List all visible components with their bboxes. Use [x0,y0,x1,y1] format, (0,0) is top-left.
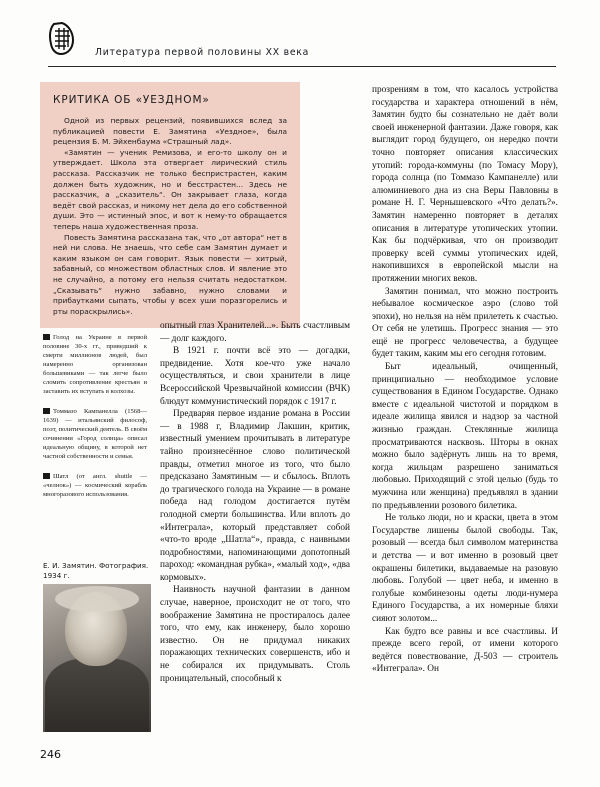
margin-note-2-text: Томмазо Кампанелла (1568—1639) — итальянский философ, поэт, политический деятель. В своём сочинении «Город солнца» описал идеальную общину, в которой нет частной собственности и семьи. [43,408,147,460]
mid-paragraph-4: Наивность научной фантазии в данном случае, наверное, происходит не от того, что воображение Замятина не простиралось далее того, что ему, как инженеру, было хорошо известно. Он не придумал никаких поражающих технических совершенств, ибо и не собирался их придумывать. Столь проницательный, способный к [160,585,350,684]
margin-notes [43,333,147,510]
margin-note-3-text: Шатл (от англ. shuttle — «челнок») — космический корабль многоразового использования. [43,473,147,498]
note-marker-icon [43,473,50,479]
page-number: 246 [40,748,61,761]
margin-note-2 [43,407,147,461]
book-emblem-icon [48,22,76,56]
margin-note-1-text: Голод на Украине в первой половине 30-х гг., приведший к смерти миллионов людей, был намеренно организован большевиками — так легче было сломить сопротивление крестьян и заставить их вступать в колхозы. [43,334,147,395]
note-marker-icon [43,334,50,340]
photo-caption: Е. И. Замятин. Фотография. 1934 г. [43,561,149,580]
mid-paragraph-2: В 1921 г. почти всё это — догадки, предвидение. Хотя кое-что уже начало осуществляться, и свои хранители в лице Всероссийской Чрезвычайной комиссии (ВЧК) блюдут коммунистический порядок с 1917 г. [160,346,350,407]
critique-paragraph-3: Повесть Замятина рассказана так, что „от автора“ нет в ней ни слова. Не знаешь, что себе сам Замятин думает и каким языком он сам говорит. Язык повести — хитрый, забавный, со множеством областных слов. И явление это не случайно, а потому его нельзя считать недостатком. „Сказывать“ нужно забавно, нужно словами и прибаутками сыпать, чтобы у всех уши поразгорелись и рты пораскрылись». [53,232,287,316]
margin-note-3 [43,472,147,499]
right-paragraph-4: Не только люди, но и краски, цвета в этом Государстве лишены былой свободы. Так, розовый — всегда был символом материнства и детства — и вот именно в розовый цвет окрашены билетики, выдаваемые на разовую любовь. Голубой — цвет неба, и именно в голубые комбинезоны одеты люди-нумера Единого Государства, а их номерные бляхи сияют золотом... [372,513,558,624]
mid-paragraph-3: Предваряя первое издание романа в России — в 1988 г, Владимир Лакшин, критик, известный умением прочитывать в литературе тайно произнесённое слово политической правды, отметил многое из того, что было предсказано Замятиным — и сбылось. Вплоть до трагического голода на Украине — в романе победа над голодом достигается путём голодной смерти большинства. Или вплоть до «Интеграла», который представляет собой «что-то вроде „Шатла“», правда, с наивными подробностями, напоминающими допотопный пароход: «командная рубка», «малый ход», «два кормовых». [160,409,350,583]
running-title: Литература первой половины XX века [95,47,310,58]
header-divider [48,66,556,67]
right-paragraph-2: Замятин понимал, что можно построить небывалое космическое аэро (слово той эпохи), но нельзя на нём прилететь к счастью. От себя не улетишь. Прогресс знания — это ещё не прогресс человечества, а будущее будет таким, каким мы его сегодня готовим. [372,286,558,360]
margin-note-1 [43,333,147,396]
page-header [0,0,600,78]
photo-figure-hat [55,586,139,612]
right-paragraph-3: Быт идеальный, очищенный, принципиально — необходимое условие существования в Едином Государстве. Однако вместе с идеальной чистотой и порядком в идеале жилища явился и надзор за частной жизнью граждан. Стеклянные жилища просматриваются насквозь. Шторы в окнах можно было задёрнуть лишь на то время, когда жильцам разрешено заниматься любовью. Приходящий с этой целью (будь то мужчина или женщина) предъявлял в здании по предъявлении розового билетика. [372,362,558,511]
critique-sidebar [40,82,300,328]
mid-paragraph-1: опытный глаз Хранителей...». Быть счастливым — долг каждого. [160,321,350,344]
body-column-middle [160,320,350,685]
portrait-photograph [43,584,151,732]
right-paragraph-5: Как будто все равны и все счастливы. И прежде всего герой, от имени которого ведётся повествование, Д-503 — строитель «Интеграла». Он [372,626,558,675]
critique-paragraph-2: «Замятин — ученик Ремизова, и его-то школу он и утверждает. Школа эта отвергает лирический стиль рассказа. Рассказчик не только беспристрастен, каким должен быть художник, но и бесстрастен... Здесь не рассказчик, а „сказитель“. Он закрывает глаза, когда ведёт свой рассказ, и никому нет дела до его собственной души. Это — истинный эпос, и вот к нему-то обращается теперь наша художественная проза. [53,147,287,231]
critique-title: КРИТИКА ОБ «УЕЗДНОМ» [53,94,210,106]
critique-paragraph-1: Одной из первых рецензий, появившихся вслед за публикацией повести Е. Замятина «Уездное», была рецензия Б. М. Эйхенбаума «Страшный лад». [53,116,287,147]
photo-figure-body [45,658,149,732]
right-paragraph-1: прозрениям в том, что касалось устройства государства и характера отношений в нём, Замятин будто бы сознательно не даёт воли своей инженерной фантазии. Даже говоря, как выглядит город будущего, он нередко почти точно повторяет описания классических утопий: города-коммуны (по Томасу Мору), города солнца (по Томмазо Кампанелле) или алюминиевого дна из сна Веры Павловны в романе Н. Г. Чернышевского «Что делать?». Замятин намеренно повторяет в деталях описания в литературе утопических утопии. Как бы подчёркивая, что он производит проверку всей суммы утопических идей, накопившихся в европейской мысли на протяжении многих веков. [372,85,558,284]
note-marker-icon [43,408,50,414]
body-column-right [372,84,558,676]
